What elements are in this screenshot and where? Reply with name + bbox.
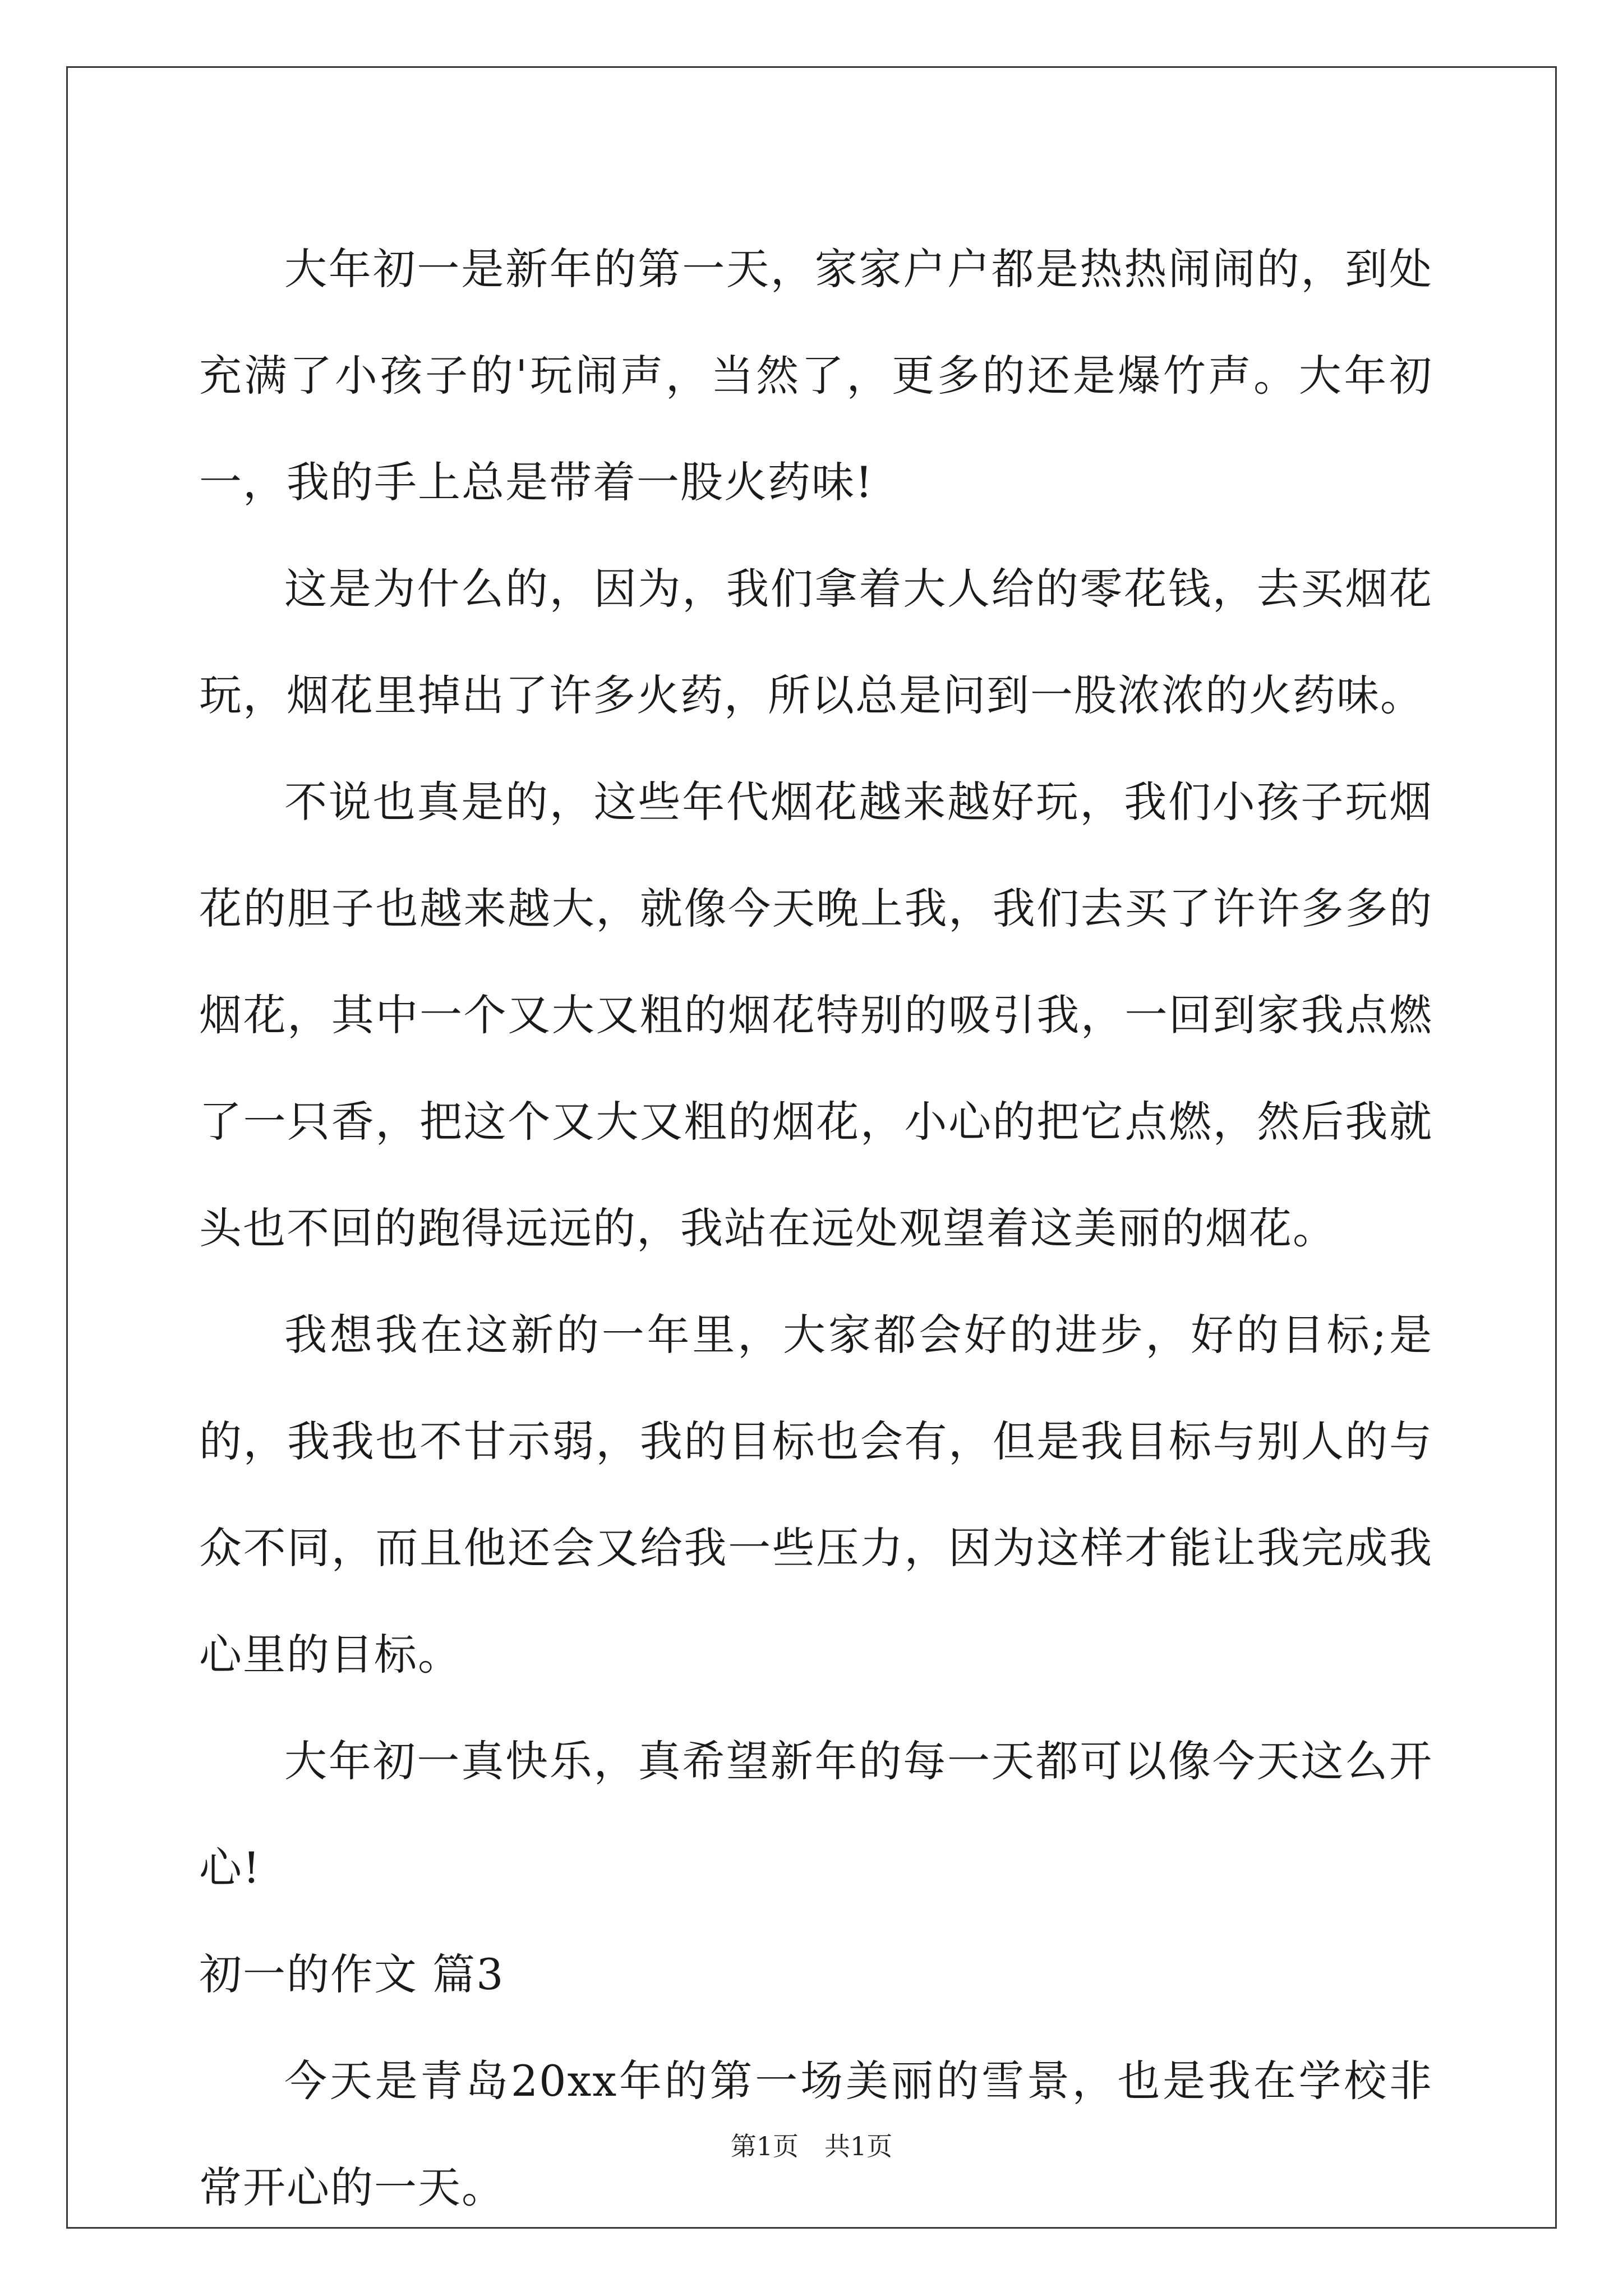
paragraph-5: 大年初一真快乐，真希望新年的每一天都可以像今天这么开心!	[199, 1736, 1433, 1893]
paragraph-2: 这是为什么的，因为，我们拿着大人给的零花钱，去买烟花玩，烟花里掉出了许多火药，所以总是问到一股浓浓的火药味。	[199, 564, 1433, 720]
paragraph-6: 今天是青岛20xx年的第一场美丽的雪景，也是我在学校非常开心的一天。	[199, 2056, 1433, 2212]
paragraph-1: 大年初一是新年的第一天，家家户户都是热热闹闹的，到处充满了小孩子的'玩闹声，当然了，更多的还是爆竹声。大年初一，我的手上总是带着一股火药味!	[199, 244, 1433, 507]
page-number-footer: 第1页 共1页	[730, 2131, 893, 2161]
section-heading: 初一的作文 篇3	[199, 1949, 505, 1999]
paragraph-4: 我想我在这新的一年里，大家都会好的进步，好的目标;是的，我我也不甘示弱，我的目标也会有，但是我目标与别人的与众不同，而且他还会又给我一些压力，因为这样才能让我完成我心里的目标。	[199, 1310, 1433, 1680]
paragraph-3: 不说也真是的，这些年代烟花越来越好玩，我们小孩子玩烟花的胆子也越来越大，就像今天晚上我，我们去买了许许多多的烟花，其中一个又大又粗的烟花特别的吸引我，一回到家我点燃了一只香，把这个又大又粗的烟花，小心的把它点燃，然后我就头也不回的跑得远远的，我站在远处观望着这美丽的烟花。	[199, 777, 1433, 1253]
document-body	[199, 216, 1433, 2241]
